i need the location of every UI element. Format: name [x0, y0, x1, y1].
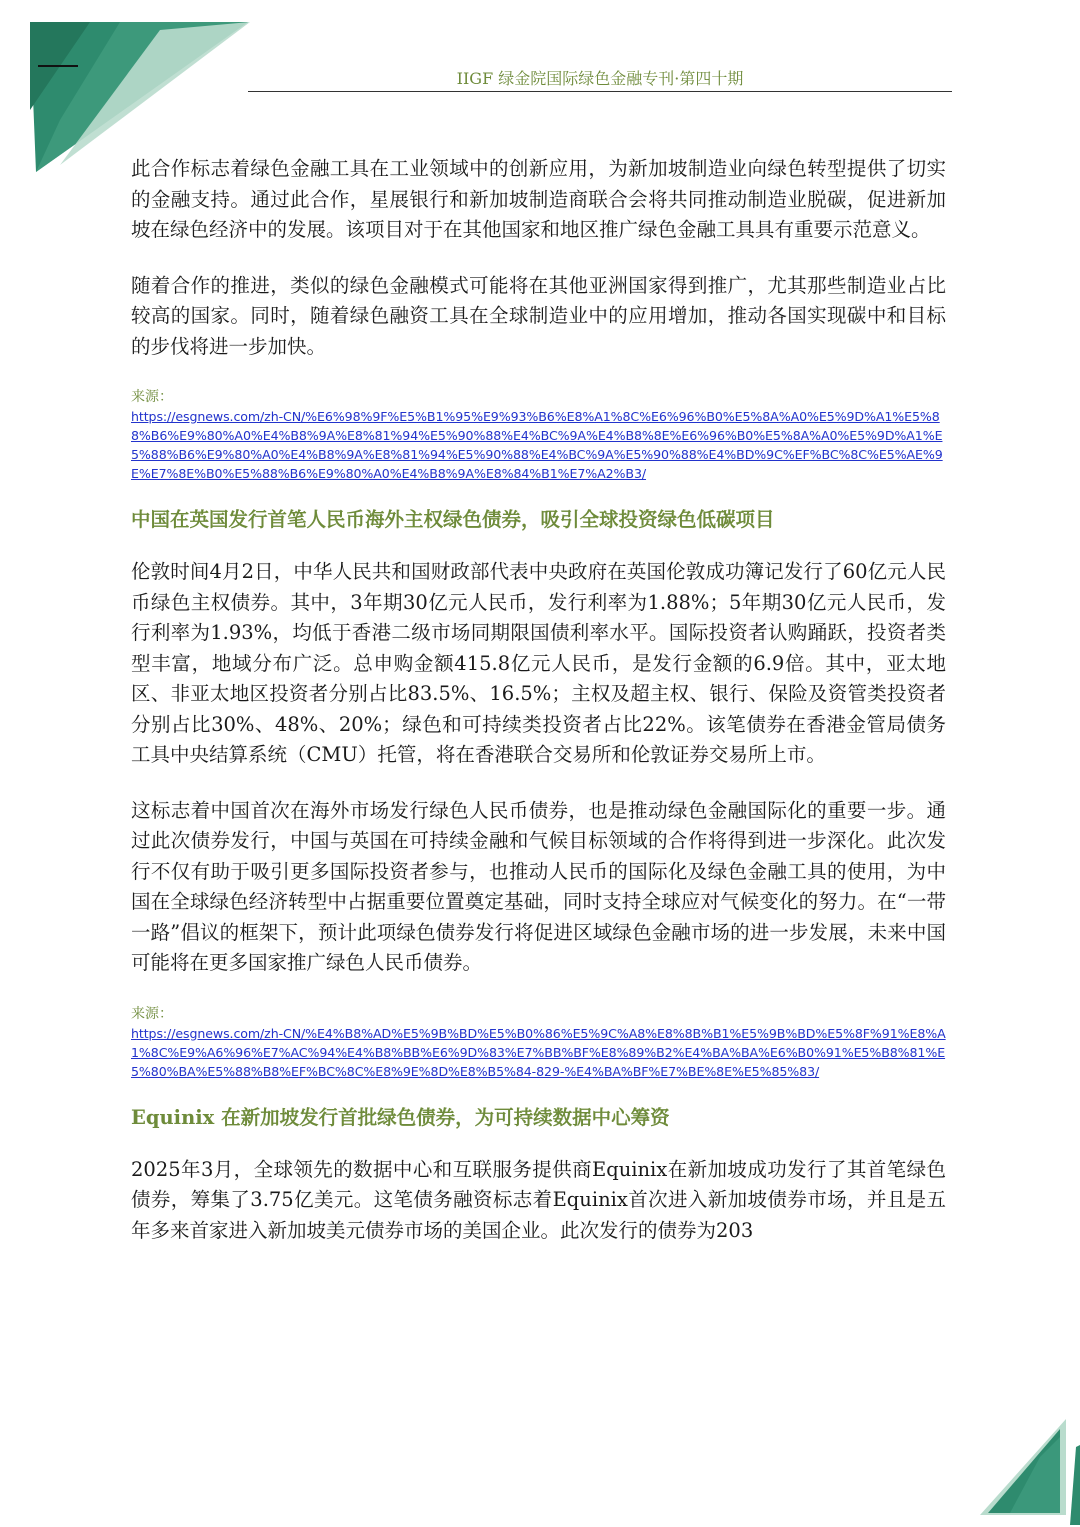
header-rule: [248, 91, 952, 92]
source-link[interactable]: https://esgnews.com/zh-CN/%E6%98%9F%E5%B1%95%E9%93%B6%E8%A1%8C%E6%96%B0%E5%8A%A0%E5%9D%A1%E5%88%B6%E9%80%A0%E4%B8%9A%E8%81%94%E5%90%88%E4%BC%9A%E4%B8%8E%E6%96%B0%E5%8A%A0%E5%9D%A1%E5%88%B6%E9%80%A0%E4%B8%9A%E8%81%94%E5%90%88%E4%BC%9A%E5%90%88%E4%BD%9C%EF%BC%8C%E5%AE%9E%E7%8E%B0%E5%88%B6%E9%80%A0%E4%B8%9A%E8%84%B1%E7%A2%B3/: [131, 409, 943, 481]
paragraph: 伦敦时间4月2日，中华人民共和国财政部代表中央政府在英国伦敦成功簿记发行了60亿元人民币绿色主权债券。其中，3年期30亿元人民币，发行利率为1.88%；5年期30亿元人民币，发行利率为1.93%，均低于香港二级市场同期限国债利率水平。国际投资者认购踊跃，投资者类型丰富，地域分布广泛。总申购金额415.8亿元人民币，是发行金额的6.9倍。其中，亚太地区、非亚太地区投资者分别占比83.5%、16.5%；主权及超主权、银行、保险及资管类投资者分别占比30%、48%、20%；绿色和可持续类投资者占比22%。该笔债券在香港金管局债务工具中央结算系统（CMU）托管，将在香港联合交易所和伦敦证券交易所上市。: [131, 560, 946, 766]
section-title: Equinix 在新加坡发行首批绿色债券，为可持续数据中心筹资: [131, 1105, 670, 1129]
paragraph: 2025年3月，全球领先的数据中心和互联服务提供商Equinix在新加坡成功发行了其首笔绿色债券，筹集了3.75亿美元。这笔债务融资标志着Equinix首次进入新加坡债券市场，并且是五年多来首家进入新加坡美元债券市场的美国企业。此次发行的债券为203: [131, 1157, 946, 1242]
article-body: [131, 154, 946, 1271]
source-link[interactable]: https://esgnews.com/zh-CN/%E4%B8%AD%E5%9B%BD%E5%B0%86%E5%9C%A8%E8%8B%B1%E5%9B%BD%E5%8F%91%E8%A1%8C%E9%A6%96%E7%AC%94%E4%B8%BB%E6%9D%83%E7%BB%BF%E8%89%B2%E4%BA%BA%E6%B0%91%E5%B8%81%E5%80%BA%E5%88%B8%EF%BC%8C%E8%9E%8D%E8%B5%84-829-%E4%BA%BF%E7%BE%8E%E5%85%83/: [131, 1025, 946, 1079]
paragraph: 随着合作的推进，类似的绿色金融模式可能将在其他亚洲国家得到推广，尤其那些制造业占比较高的国家。同时，随着绿色融资工具在全球制造业中的应用增加，推动各国实现碳中和目标的步伐将进一步加快。: [131, 273, 946, 358]
corner-decoration-top-left: [0, 0, 260, 180]
source-label: 来源：: [131, 389, 173, 405]
corner-decoration-bottom-right: [980, 1417, 1080, 1527]
paragraph: 此合作标志着绿色金融工具在工业领域中的创新应用，为新加坡制造业向绿色转型提供了切实的金融支持。通过此合作，星展银行和新加坡制造商联合会将共同推动制造业脱碳，促进新加坡在绿色经济中的发展。该项目对于在其他国家和地区推广绿色金融工具具有重要示范意义。: [131, 157, 946, 241]
header-dash: [38, 65, 78, 67]
section-title: 中国在英国发行首笔人民币海外主权绿色债券，吸引全球投资绿色低碳项目: [131, 508, 775, 531]
paragraph: 这标志着中国首次在海外市场发行绿色人民币债券，也是推动绿色金融国际化的重要一步。通过此次债券发行，中国与英国在可持续金融和气候目标领域的合作将得到进一步深化。此次发行不仅有助于吸引更多国际投资者参与，也推动人民币的国际化及绿色金融工具的使用，为中国在全球绿色经济转型中占据重要位置奠定基础，同时支持全球应对气候变化的努力。在“一带一路”倡议的框架下，预计此项绿色债券发行将促进区域绿色金融市场的进一步发展，未来中国可能将在更多国家推广绿色人民币债券。: [131, 798, 946, 974]
source-label: 来源：: [131, 1005, 173, 1022]
header-title: IIGF 绿金院国际绿色金融专刊·第四十期: [456, 69, 744, 88]
